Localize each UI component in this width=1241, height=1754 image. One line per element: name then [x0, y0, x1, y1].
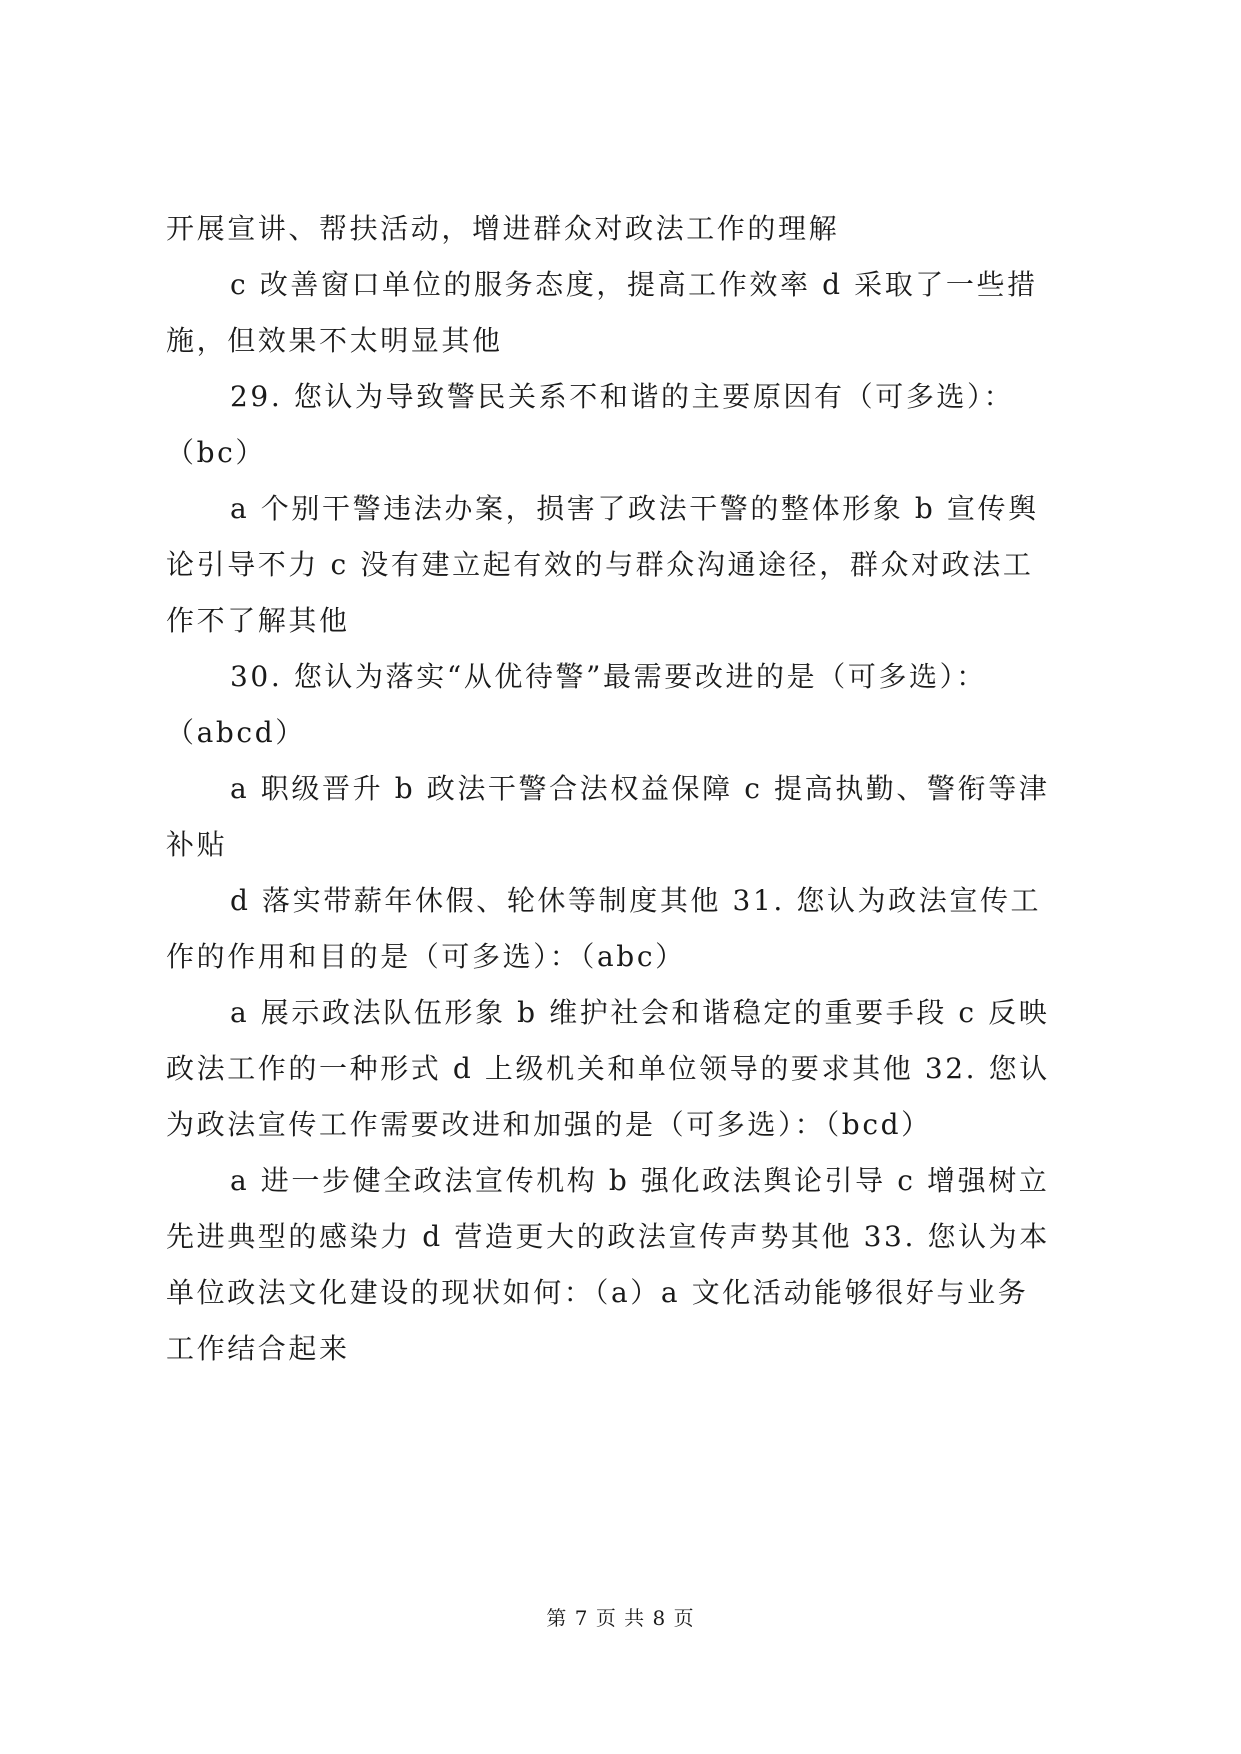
answer-30: （abcd） [166, 716, 306, 749]
text-line-13: d 落实带薪年休假、轮休等制度其他 31. 您认为政法宣传工 [230, 884, 1042, 917]
text-line-18: a 进一步健全政法宣传机构 b 强化政法舆论引导 c 增强树立 [230, 1164, 1050, 1197]
text-line-21: 工作结合起来 [166, 1332, 350, 1365]
text-line-19: 先进典型的感染力 d 营造更大的政法宣传声势其他 33. 您认为本 [166, 1220, 1050, 1253]
text-line-11: a 职级晋升 b 政法干警合法权益保障 c 提高执勤、警衔等津 [230, 772, 1050, 805]
text-line-2: c 改善窗口单位的服务态度，提高工作效率 d 采取了一些措 [230, 268, 1038, 301]
answer-29: （bc） [166, 436, 267, 469]
text-line-14: 作的作用和目的是（可多选）：（abc） [166, 940, 686, 973]
text-line-15: a 展示政法队伍形象 b 维护社会和谐稳定的重要手段 c 反映 [230, 996, 1050, 1029]
text-line-1: 开展宣讲、帮扶活动，增进群众对政法工作的理解 [166, 212, 840, 245]
question-30: 30. 您认为落实“从优待警”最需要改进的是（可多选）： [230, 660, 987, 693]
text-line-7: 论引导不力 c 没有建立起有效的与群众沟通途径，群众对政法工 [166, 548, 1034, 581]
text-line-20: 单位政法文化建设的现状如何：（a）a 文化活动能够很好与业务 [166, 1276, 1029, 1309]
text-line-16: 政法工作的一种形式 d 上级机关和单位领导的要求其他 32. 您认 [166, 1052, 1050, 1085]
text-line-3: 施，但效果不太明显其他 [166, 324, 503, 357]
text-line-12: 补贴 [166, 828, 228, 861]
page-footer: 第 7 页 共 8 页 [546, 1606, 695, 1630]
text-line-8: 作不了解其他 [166, 604, 350, 637]
text-line-6: a 个别干警违法办案，损害了政法干警的整体形象 b 宣传舆 [230, 492, 1039, 525]
question-29: 29. 您认为导致警民关系不和谐的主要原因有（可多选）： [230, 380, 1015, 413]
text-line-17: 为政法宣传工作需要改进和加强的是（可多选）：（bcd） [166, 1108, 932, 1141]
